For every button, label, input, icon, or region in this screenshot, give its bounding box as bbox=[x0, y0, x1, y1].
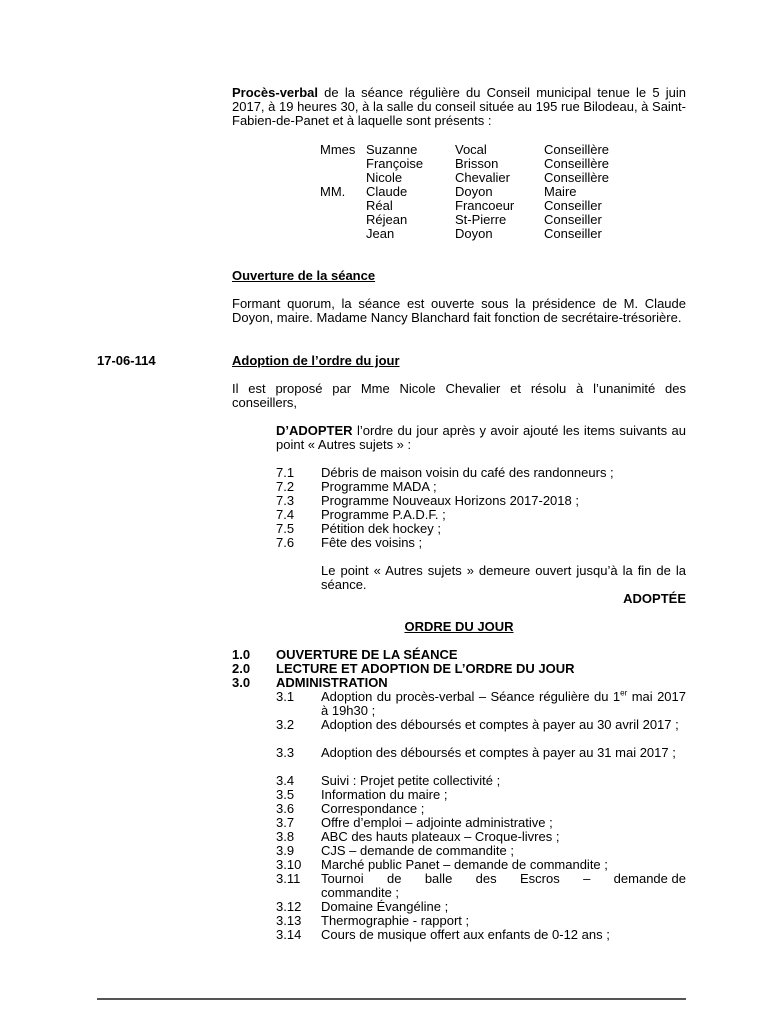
agenda-section-num: 3.0 bbox=[232, 675, 251, 690]
agenda-item-num: 3.1 bbox=[276, 689, 295, 704]
agenda-item-superscript: er bbox=[620, 688, 628, 698]
attendee-first: Réal bbox=[366, 198, 393, 213]
attendee-first: Jean bbox=[366, 226, 395, 241]
attendee-first: Nicole bbox=[366, 170, 403, 185]
agenda-item-num: 3.11 bbox=[276, 871, 301, 886]
agenda-section-num: 1.0 bbox=[232, 647, 251, 662]
agenda-title: ORDRE DU JOUR bbox=[404, 619, 514, 634]
adopted-label: ADOPTÉE bbox=[623, 591, 686, 606]
added-item-num: 7.1 bbox=[276, 465, 295, 480]
agenda-item-text bbox=[321, 690, 686, 718]
attendee-last: Vocal bbox=[455, 142, 487, 157]
agenda-item-num: 3.4 bbox=[276, 773, 295, 788]
attendee-last: St-Pierre bbox=[455, 212, 507, 227]
attendee-role: Conseiller bbox=[544, 198, 602, 213]
attendee-title: Mmes bbox=[320, 142, 356, 157]
section-heading-opening: Ouverture de la séance bbox=[232, 268, 376, 283]
word: – bbox=[583, 871, 591, 886]
agenda-item-text: Adoption des déboursés et comptes à payer au 30 avril 2017 ; bbox=[321, 717, 679, 732]
attendee-role: Conseiller bbox=[544, 226, 602, 241]
added-item-num: 7.6 bbox=[276, 535, 295, 550]
added-item-text: Fête des voisins ; bbox=[321, 535, 423, 550]
word: Tournoi bbox=[321, 871, 364, 886]
agenda-section-title: LECTURE ET ADOPTION DE L’ORDRE DU JOUR bbox=[276, 661, 575, 676]
word: demande de bbox=[613, 871, 686, 886]
attendee-title: MM. bbox=[320, 184, 346, 199]
attendee-role: Conseiller bbox=[544, 212, 602, 227]
added-item-num: 7.2 bbox=[276, 479, 295, 494]
attendee-first: Suzanne bbox=[366, 142, 418, 157]
opening-paragraph: Formant quorum, la séance est ouverte sous la présidence de M. Claude Doyon, maire. Madame Nancy Blanchard fait fonction de secrétaire-trésorière. bbox=[232, 296, 686, 325]
attendee-last: Chevalier bbox=[455, 170, 510, 185]
agenda-item-num: 3.10 bbox=[276, 857, 302, 872]
agenda-item-num: 3.5 bbox=[276, 787, 295, 802]
word: balle bbox=[424, 871, 453, 886]
added-item-num: 7.5 bbox=[276, 521, 295, 536]
attendee-first: Réjean bbox=[366, 212, 408, 227]
agenda-section-title: OUVERTURE DE LA SÉANCE bbox=[276, 647, 458, 662]
attendee-role: Conseillère bbox=[544, 170, 610, 185]
intro-paragraph bbox=[232, 86, 686, 128]
added-item-text: Programme P.A.D.F. ; bbox=[321, 507, 446, 522]
agenda-item-num: 3.14 bbox=[276, 927, 302, 942]
agenda-item-text: Thermographie - rapport ; bbox=[321, 913, 470, 928]
agenda-section-num: 2.0 bbox=[232, 661, 251, 676]
agenda-item-text: Cours de musique offert aux enfants de 0-12 ans ; bbox=[321, 927, 610, 942]
word: Escros bbox=[519, 871, 560, 886]
resolution-decision bbox=[276, 424, 686, 452]
attendee-last: Doyon bbox=[455, 184, 493, 199]
agenda-item-num: 3.7 bbox=[276, 815, 295, 830]
agenda-section-title: ADMINISTRATION bbox=[276, 675, 388, 690]
agenda-item-text bbox=[321, 872, 686, 900]
intro-text: de la séance régulière du Conseil municipal tenue le 5 juin 2017, à 19 heures 30, à la salle du conseil située au 195 rue Bilodeau, à Saint-Fabien-de-Panet et à laquelle sont présents : bbox=[232, 85, 686, 128]
resolution-number: 17-06-114 bbox=[97, 353, 156, 368]
added-item-num: 7.4 bbox=[276, 507, 295, 522]
agenda-item-text: CJS – demande de commandite ; bbox=[321, 843, 514, 858]
agenda-item-text: Offre d’emploi – adjointe administrative ; bbox=[321, 815, 553, 830]
word: de bbox=[387, 871, 402, 886]
decision-keyword: D’ADOPTER bbox=[276, 423, 353, 438]
agenda-item-num: 3.6 bbox=[276, 801, 295, 816]
agenda-item-num: 3.9 bbox=[276, 843, 295, 858]
attendee-first: Françoise bbox=[366, 156, 424, 171]
attendee-role: Conseillère bbox=[544, 142, 610, 157]
section-heading-adoption: Adoption de l’ordre du jour bbox=[232, 353, 400, 368]
intro-bold: Procès-verbal bbox=[232, 85, 318, 100]
agenda-item-text: Domaine Évangéline ; bbox=[321, 899, 449, 914]
resolution-proposal: Il est proposé par Mme Nicole Chevalier et résolu à l’unanimité des conseillers, bbox=[232, 381, 686, 410]
agenda-item-text-a: Adoption du procès-verbal – Séance régulière du 1 bbox=[321, 689, 621, 704]
added-item-text: Débris de maison voisin du café des randonneurs ; bbox=[321, 465, 614, 480]
word: des bbox=[475, 871, 497, 886]
agenda-item-text: Adoption des déboursés et comptes à payer au 31 mai 2017 ; bbox=[321, 745, 676, 760]
attendee-first: Claude bbox=[366, 184, 408, 199]
agenda-item-num: 3.8 bbox=[276, 829, 295, 844]
agenda-item-text: Marché public Panet – demande de commandite ; bbox=[321, 857, 608, 872]
added-item-text: Programme Nouveaux Horizons 2017-2018 ; bbox=[321, 493, 579, 508]
agenda-item-num: 3.3 bbox=[276, 745, 295, 760]
decision-text: l’ordre du jour après y avoir ajouté les items suivants au point « Autres sujets » : bbox=[276, 423, 686, 452]
attendee-role: Maire bbox=[544, 184, 577, 199]
footer-rule bbox=[97, 998, 686, 1000]
agenda-item-num: 3.12 bbox=[276, 899, 302, 914]
added-item-text: Programme MADA ; bbox=[321, 479, 437, 494]
agenda-item-text: ABC des hauts plateaux – Croque-livres ; bbox=[321, 829, 560, 844]
autres-sujets-note: Le point « Autres sujets » demeure ouvert jusqu’à la fin de la séance. bbox=[321, 563, 686, 592]
attendee-role: Conseillère bbox=[544, 156, 610, 171]
agenda-item-text: Correspondance ; bbox=[321, 801, 425, 816]
agenda-item-text: Suivi : Projet petite collectivité ; bbox=[321, 773, 501, 788]
attendee-last: Brisson bbox=[455, 156, 499, 171]
agenda-item-num: 3.2 bbox=[276, 717, 295, 732]
attendee-last: Doyon bbox=[455, 226, 493, 241]
agenda-item-num: 3.13 bbox=[276, 913, 302, 928]
added-item-text: Pétition dek hockey ; bbox=[321, 521, 441, 536]
agenda-item-text: Information du maire ; bbox=[321, 787, 448, 802]
added-item-num: 7.3 bbox=[276, 493, 295, 508]
agenda-item-line: commandite ; bbox=[321, 885, 400, 900]
agenda-item-text-b: mai 2017 à 19h30 ; bbox=[321, 689, 686, 718]
attendee-last: Francoeur bbox=[455, 198, 515, 213]
agenda-item-line bbox=[321, 872, 686, 886]
